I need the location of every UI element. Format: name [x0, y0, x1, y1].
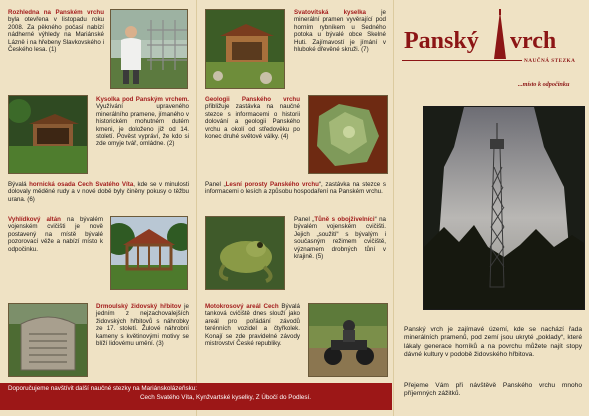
tower-fence-image — [111, 10, 187, 88]
areal-body: Bývalá tanková cvičiště dnes slouží jako areál pro pořádání závodů terénních vozidel a čtyřkolek. Konají se zde pravidelné závody mistrovství České republiky. — [205, 303, 300, 348]
fold-line — [393, 0, 394, 416]
frog-image — [206, 217, 284, 289]
quad-bike-image — [309, 304, 387, 376]
kysolka-photo — [8, 95, 88, 174]
kysela-text — [294, 9, 386, 53]
osada-heading: hornická osada Cech Svatého Víta — [29, 181, 134, 188]
logo-part1: Panský — [404, 28, 479, 54]
hrbitov-text — [96, 303, 189, 347]
hrbitov-heading: Drmoulský židovský hřbitov — [96, 303, 182, 310]
kysela-photo — [205, 9, 285, 89]
areal-text — [205, 303, 300, 347]
mineral-photo — [308, 95, 388, 174]
osada-body: , kde se v minulosti dolovaly měděné rudy a v nové době byly činěny pokusy o těžbu urana. (6) — [8, 181, 189, 203]
banner-line-1: Doporučujeme navštívit další naučné stezky na Mariánskolázeňsku: — [8, 385, 198, 392]
logo-tagline: ...místo k odpočinku — [518, 81, 570, 88]
altan-photo — [110, 216, 188, 290]
hrbitov-body: je jedním z nejzachovalejších židovských hřbitovů s náhrobky ze 17. století. Žulové náhrobní kameny s květinovými motivy se blíží lidovému umění. (3) — [96, 303, 189, 348]
sousiti-pre: Panel „ — [294, 216, 315, 223]
rozhledna-heading: Rozhledna na Panském vrchu — [8, 9, 104, 16]
areal-heading: Motokrosový areál Cech — [205, 303, 279, 310]
porosty-pre: Panel „ — [205, 181, 226, 188]
rozhledna-body: byla otevřena v listopadu roku 2008. Za pěkného počasí nabízí nádherné výhledy na Mariánské Lázně i na hřebeny Slavkovského i Českého lesa. (1) — [8, 16, 104, 54]
recommendation-banner — [0, 383, 392, 410]
spring-pavilion-image — [9, 96, 87, 173]
osada-pre: Bývalá — [8, 181, 30, 188]
gravestone-image — [9, 304, 87, 376]
geologii-body: přibližuje zastávka na naučné stezce s informacemi o historii dolování a geologii Panského vrchu a okolí od středověku po konec druhé světové války. (4) — [205, 103, 300, 141]
kysolka-text — [96, 96, 189, 148]
kysolka-heading: Kysolka pod Panským vrchem. — [96, 96, 189, 103]
sousiti-body: “ na bývalém vojenském cvičišti. Jejich „soužití“ s bývalým i současným režimem cvičiště, významem drobných tůní v krajině. (5) — [294, 216, 387, 261]
mineral-rock-image — [309, 96, 387, 173]
lookout-tower-image — [424, 107, 584, 309]
logo-part2: vrch — [510, 28, 557, 54]
logo-subtitle: NAUČNÁ STEZKA — [524, 58, 576, 64]
gazebo-image — [111, 217, 187, 289]
wooden-well-image — [206, 10, 284, 88]
lookout-tower-photo — [423, 106, 585, 310]
geologii-text — [205, 96, 300, 140]
altan-body: na bývalém vojenském cvičišti je nově postavený na místě bývalé pozorovací věže a nabízí místo k odpočinku. — [8, 216, 103, 253]
logo-underline — [402, 60, 522, 61]
motocross-photo — [308, 303, 388, 377]
banner-line-2: Cech Svatého Víta, Kynžvartské kyselky, Z Úbočí do Podlesí. — [140, 394, 312, 401]
porosty-heading: Lesní porosty Panského vrchu — [225, 181, 319, 188]
rozhledna-text — [8, 9, 104, 53]
fold-line — [196, 0, 197, 416]
geologii-heading: Geologii Panského vrchu — [205, 96, 300, 103]
wishes-paragraph: Přejeme Vám při návštěvě Panského vrchu mnoho příjemných zážitků. — [404, 382, 582, 398]
kysela-heading: Svatovítská kyselka — [294, 9, 366, 16]
cemetery-photo — [8, 303, 88, 377]
altan-heading: Vyhlídkový altán — [8, 216, 61, 223]
sousiti-text — [294, 216, 386, 260]
frog-photo — [205, 216, 285, 290]
kysolka-body: Využívání upraveného minerálního pramene, jímaného v historickém mohutném dutém kmeni, je doloženo již od 14. století. Pověst vypráví, že kdo si zde omyje tvář, omládne. (2) — [96, 103, 189, 148]
rozhledna-photo — [110, 9, 188, 89]
sousiti-heading: Tůně s obojživelníci — [314, 216, 375, 223]
intro-paragraph: Panský vrch je zajímavé území, kde se nachází řada minerálních pramenů, pod zemí jsou ukryté „poklady“, které lákaly generace horníků a na povrchu můžete najít stopy dávné kultury v podobě židovského hřbitova. — [404, 326, 582, 359]
kysela-body: je minerální pramen vyvěrající pod horním rybníkem u Sedného potoka u bývalé obce Skelné Huti. Zajímavostí je jímání v hluboké dřevěné skruži. (7) — [294, 9, 386, 54]
porosty-text — [205, 181, 386, 196]
porosty-body: “, zastávka na stezce s informacemi o lesích a způsobu hospodaření na Panském vrchu. — [205, 181, 387, 196]
osada-text — [8, 181, 189, 203]
altan-text — [8, 216, 103, 253]
